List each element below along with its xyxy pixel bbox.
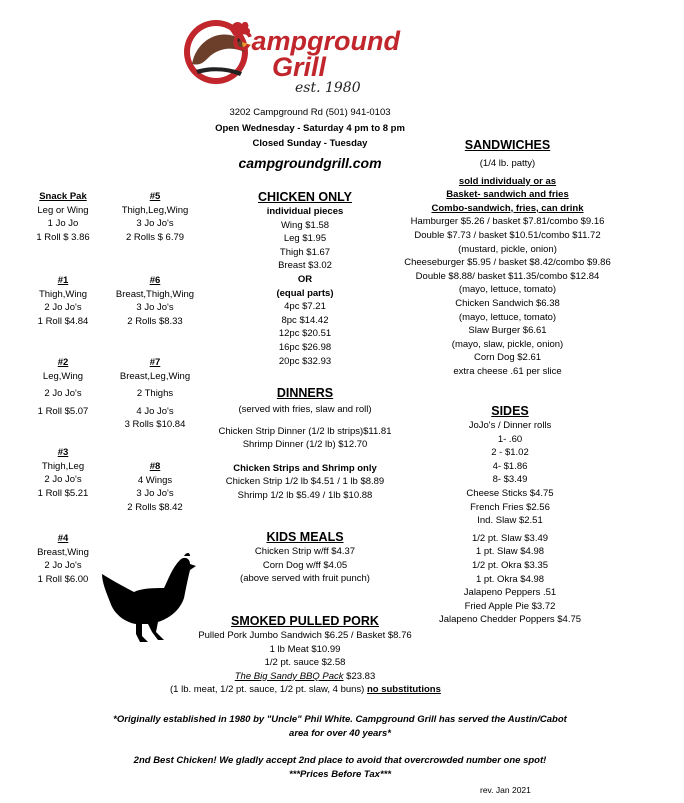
menu-item: Ind. Slaw $2.51 xyxy=(477,515,543,527)
snack-line: 4 Jo Jo's xyxy=(136,405,174,417)
snack-line: 1 Roll $5.21 xyxy=(37,487,89,499)
address: 3202 Campground Rd (501) 941-0103 xyxy=(229,107,391,118)
menu-item: Double $7.73 / basket $10.51/combo $11.72 xyxy=(414,229,601,241)
combo-3-title: #3 xyxy=(57,447,69,458)
menu-item: French Fries $2.56 xyxy=(470,501,550,513)
snack-line: 3 Jo Jo's xyxy=(136,302,174,314)
bbq-pack-desc: (1 lb. meat, 1/2 pt. sauce, 1/2 pt. slaw, 4 buns) xyxy=(170,684,365,696)
menu-item: Hamburger $5.26 / basket $7.81/combo $9.16 xyxy=(410,216,605,228)
snack-line: 2 Rolls $8.33 xyxy=(127,315,183,327)
menu-item: Shrimp Dinner (1/2 lb) $12.70 xyxy=(242,439,368,451)
combo-1-title: #1 xyxy=(57,275,69,286)
combo-6-title: #6 xyxy=(149,275,161,286)
menu-item: 2 - $1.02 xyxy=(491,447,529,459)
menu-item: Breast $3.02 xyxy=(278,260,332,272)
menu-item: Pulled Pork Jumbo Sandwich $6.25 / Basket $8.76 xyxy=(198,630,412,641)
snack-line: 1 Roll $5.07 xyxy=(37,405,89,417)
menu-item: (above served with fruit punch) xyxy=(240,573,370,585)
snack-line: Breast,Wing xyxy=(37,546,89,558)
snack-line: Breast,Leg,Wing xyxy=(119,370,191,382)
menu-item: Corn Dog w/ff $4.05 xyxy=(262,559,348,571)
combo-5-title: #5 xyxy=(149,191,161,202)
snack-line: 4 Wings xyxy=(137,474,173,486)
or-label: OR xyxy=(297,273,313,285)
menu-item: 16pc $26.98 xyxy=(278,341,332,353)
menu-item: Chicken Sandwich $6.38 xyxy=(455,297,560,309)
snack-line: 2 Thighs xyxy=(136,388,174,400)
chicken-only-subtitle: individual pieces xyxy=(266,206,344,217)
dinners-title: DINNERS xyxy=(276,386,334,400)
bbq-pack-name: The Big Sandy BBQ Pack xyxy=(234,670,344,682)
menu-item: Slaw Burger $6.61 xyxy=(468,325,547,337)
snack-line: 1 Roll $6.00 xyxy=(37,573,89,585)
logo-word-grill: Grill xyxy=(272,52,327,82)
snack-line: 3 Jo Jo's xyxy=(136,488,174,500)
revision-date: rev. Jan 2021 xyxy=(480,785,531,795)
menu-item: Corn Dog $2.61 xyxy=(473,352,542,364)
menu-item: Jalapeno Peppers .51 xyxy=(463,587,557,599)
menu-item: 1 pt. Okra $4.98 xyxy=(475,573,545,585)
menu-item: 12pc $20.51 xyxy=(278,328,332,340)
logo-word-campground: Campground xyxy=(232,26,400,56)
patty-note: (1/4 lb. patty) xyxy=(479,158,536,169)
snack-line: 2 Jo Jo's xyxy=(44,302,82,314)
sold-note-1: sold individualy or as xyxy=(458,175,557,187)
menu-item: Cheese Sticks $4.75 xyxy=(466,487,554,499)
menu-item: 1/2 pt. Slaw $3.49 xyxy=(471,532,549,544)
snack-line: Leg or Wing xyxy=(37,204,89,216)
equal-parts-label: (equal parts) xyxy=(276,287,334,299)
dinners-note: (served with fries, slaw and roll) xyxy=(238,404,372,415)
menu-item: 1 pt. Slaw $4.98 xyxy=(475,546,545,558)
logo xyxy=(180,10,405,100)
website-link[interactable]: campgroundgrill.com xyxy=(238,154,382,171)
kids-title: KIDS MEALS xyxy=(266,530,344,544)
sides-section xyxy=(420,403,600,627)
menu-item: 1/2 pt. sauce $2.58 xyxy=(264,657,346,669)
combo-2-title: #2 xyxy=(57,357,69,368)
sandwiches-section xyxy=(395,137,620,379)
pork-title: SMOKED PULLED PORK xyxy=(231,614,379,628)
sold-note-3: Combo-sandwich, fries, can drink xyxy=(431,202,584,214)
menu-item: 4- $1.86 xyxy=(492,460,528,472)
snack-line: Thigh,Wing xyxy=(38,288,88,300)
no-substitutions: no substitutions xyxy=(366,684,441,696)
hours-closed: Closed Sunday - Tuesday xyxy=(252,138,368,150)
menu-item: Leg $1.95 xyxy=(283,233,327,245)
menu-item: 4pc $7.21 xyxy=(284,301,326,313)
snack-line: Leg,Wing xyxy=(42,370,84,382)
footer xyxy=(40,713,640,781)
menu-item: Double $8.88/ basket $11.35/combo $12.84 xyxy=(415,270,600,282)
history-line-1: *Originally established in 1980 by "Uncle" Phil White. Campground Grill has served the Austin/Cabot xyxy=(113,714,567,725)
snack-line: 2 Rolls $8.42 xyxy=(127,501,183,513)
slogan: 2nd Best Chicken! We gladly accept 2nd place to avoid that overcrowded number one spot! xyxy=(133,755,547,767)
snack-line: Thigh,Leg,Wing xyxy=(121,204,189,216)
snack-line: Thigh,Leg xyxy=(41,460,85,472)
menu-item: Thigh $1.67 xyxy=(279,246,331,258)
menu-item: Fried Apple Pie $3.72 xyxy=(464,600,556,612)
history-line-2: area for over 40 years* xyxy=(289,727,391,739)
menu-item: Chicken Strip Dinner (1/2 lb strips)$11.81 xyxy=(218,425,392,437)
menu-item: 8- $3.49 xyxy=(492,474,528,486)
menu-item: (mayo, lettuce, tomato) xyxy=(458,311,557,323)
snack-line: 3 Rolls $10.84 xyxy=(124,419,186,431)
snack-line: 1 Roll $4.84 xyxy=(37,315,89,327)
menu-item: extra cheese .61 per slice xyxy=(453,365,562,377)
dinners-section xyxy=(190,385,420,503)
chicken-only-title: CHICKEN ONLY xyxy=(258,190,352,204)
menu-item: (mustard, pickle, onion) xyxy=(458,243,557,255)
menu-item: (mayo, slaw, pickle, onion) xyxy=(451,338,564,350)
snack-left-column xyxy=(18,190,108,244)
tax-note: ***Prices Before Tax*** xyxy=(288,768,392,780)
sides-title: SIDES xyxy=(491,404,529,418)
menu-item: Jalapeno Chedder Poppers $4.75 xyxy=(438,614,582,626)
bbq-pack-price: $23.83 xyxy=(346,670,376,682)
combo-8-title: #8 xyxy=(149,461,161,472)
combo-7-title: #7 xyxy=(149,357,161,368)
menu-item: JoJo's / Dinner rolls xyxy=(468,420,552,431)
menu-item: Chicken Strip 1/2 lb $4.51 / 1 lb $8.89 xyxy=(225,476,385,488)
snack-line: 2 Jo Jo's xyxy=(44,560,82,572)
sandwiches-title: SANDWICHES xyxy=(464,138,551,152)
snack-line: 2 Jo Jo's xyxy=(44,388,82,400)
kids-section xyxy=(200,529,410,586)
strips-title: Chicken Strips and Shrimp only xyxy=(233,462,377,474)
pork-section xyxy=(170,613,440,697)
snack-line: Breast,Thigh,Wing xyxy=(115,288,195,300)
menu-item: 8pc $14.42 xyxy=(281,314,329,326)
chicken-only-section xyxy=(210,189,400,368)
snack-line: 1 Jo Jo xyxy=(47,218,79,230)
menu-item: Wing $1.58 xyxy=(280,219,330,231)
snack-line: 3 Jo Jo's xyxy=(136,218,174,230)
menu-item: Cheeseburger $5.95 / basket $8.42/combo $9.86 xyxy=(404,257,611,269)
menu-item: 1 lb Meat $10.99 xyxy=(269,643,341,655)
menu-item: (mayo, lettuce, tomato) xyxy=(458,284,557,296)
combo-4-title: #4 xyxy=(57,533,69,544)
menu-item: Chicken Strip w/ff $4.37 xyxy=(254,546,356,557)
sold-note-2: Basket- sandwich and fries xyxy=(446,189,569,201)
menu-item: 1- .60 xyxy=(497,433,523,445)
snack-pak-title: Snack Pak xyxy=(39,191,87,202)
menu-item: 1/2 pt. Okra $3.35 xyxy=(471,559,549,571)
logo-est: est. 1980 xyxy=(295,80,361,96)
hours-open: Open Wednesday - Saturday 4 pm to 8 pm xyxy=(215,122,405,134)
snack-line: 2 Rolls $ 6.79 xyxy=(125,231,185,243)
snack-line: 1 Roll $ 3.86 xyxy=(36,231,90,243)
snack-line: 2 Jo Jo's xyxy=(44,474,82,486)
menu-item: Shrimp 1/2 lb $5.49 / 1lb $10.88 xyxy=(237,489,373,501)
menu-item: 20pc $32.93 xyxy=(278,355,332,367)
